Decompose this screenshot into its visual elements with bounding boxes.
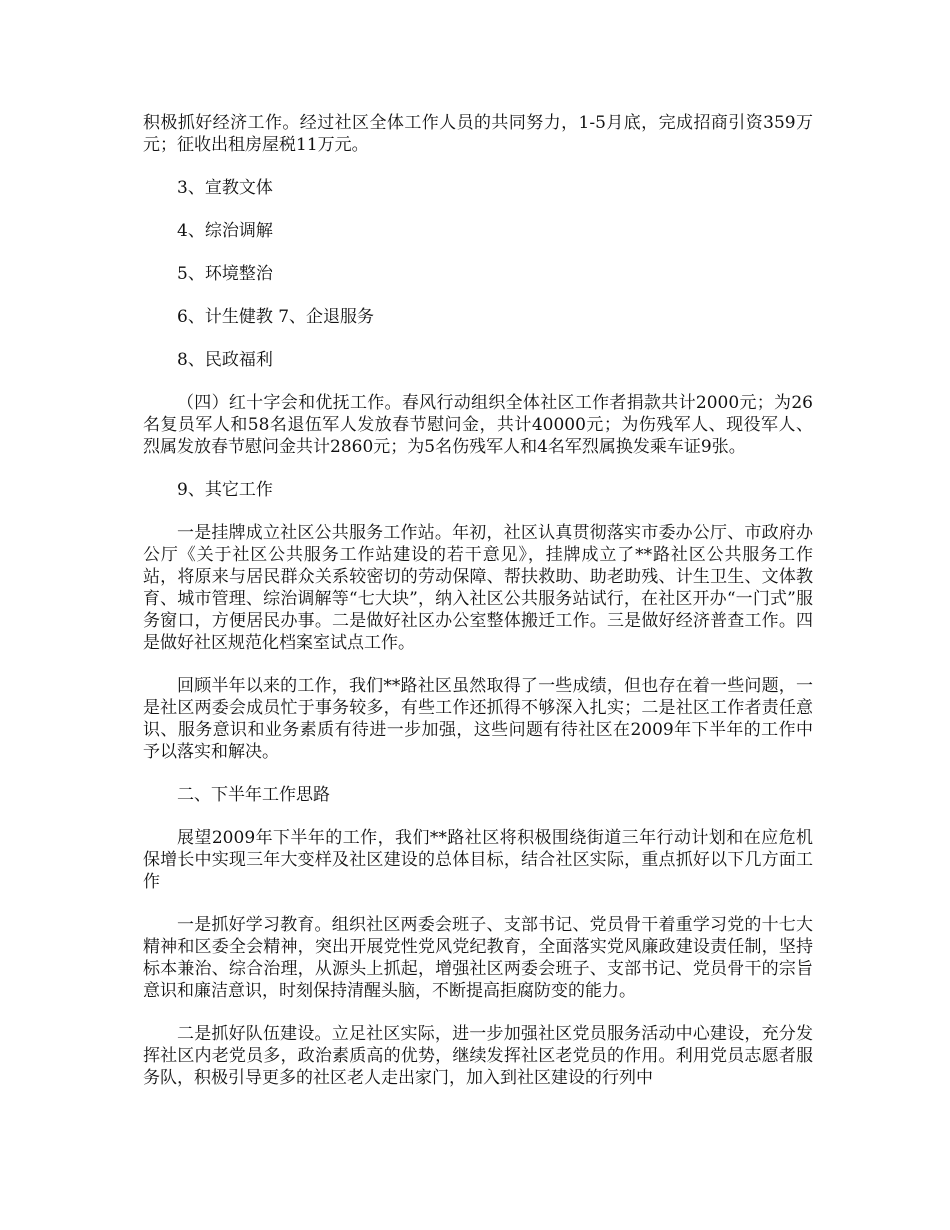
document-page [143,112,813,1110]
paragraph-economy: 积极抓好经济工作。经过社区全体工作人员的共同努力，1-5月底，完成招商引资359万元；征收出租房屋税11万元。 [143,113,813,155]
heading-mediation: 4、综治调解 [177,221,273,241]
paragraph-red-cross: （四）红十字会和优抚工作。春风行动组织全体社区工作者捐款共计2000元；为26名复员军人和58名退伍军人发放春节慰问金，共计40000元；为伤残军人、现役军人、烈属发放春节慰问金共计2860元；为5名伤残军人和4名军烈属换发乘车证9张。 [143,393,813,457]
heading-civil-welfare: 8、民政福利 [177,350,273,370]
paragraph-study-education: 一是抓好学习教育。组织社区两委会班子、支部书记、党员骨干着重学习党的十七大精神和区委全会精神，突出开展党性党风党纪教育，全面落实党风廉政建设责任制，坚持标本兼治、综合治理，从源头上抓起，增强社区两委会班子、支部书记、党员骨干的宗旨意识和廉洁意识，时刻保持清醒头脑，不断提高拒腐防变的能力。 [143,915,813,1001]
paragraph-other-work: 一是挂牌成立社区公共服务工作站。年初，社区认真贯彻落实市委办公厅、市政府办公厅《关于社区公共服务工作站建设的若干意见》，挂牌成立了**路社区公共服务工作站，将原来与居民群众关系较密切的劳动保障、帮扶救助、助老助残、计生卫生、文体教育、城市管理、综治调解等“七大块”，纳入社区公共服务站试行，在社区开办“一门式”服务窗口，方便居民办事。二是做好社区办公室整体搬迁工作。三是做好经济普查工作。四是做好社区规范化档案室试点工作。 [143,523,813,653]
paragraph-team-building: 二是抓好队伍建设。立足社区实际，进一步加强社区党员服务活动中心建设，充分发挥社区内老党员多，政治素质高的优势，继续发挥社区老党员的作用。利用党员志愿者服务队，积极引导更多的社区老人走出家门，加入到社区建设的行列中 [143,1024,813,1088]
heading-family-planning: 6、计生健教 7、企退服务 [177,307,375,327]
heading-environment: 5、环境整治 [177,264,273,284]
heading-second-half-plan: 二、下半年工作思路 [177,785,330,805]
heading-other-work: 9、其它工作 [177,480,273,500]
paragraph-review: 回顾半年以来的工作，我们**路社区虽然取得了一些成绩，但也存在着一些问题，一是社区两委会成员忙于事务较多，有些工作还抓得不够深入扎实；二是社区工作者责任意识、服务意识和业务素质有待进一步加强，这些问题有待社区在2009年下半年的工作中予以落实和解决。 [143,676,813,762]
heading-propaganda-culture: 3、宣教文体 [177,178,273,198]
paragraph-outlook: 展望2009年下半年的工作，我们**路社区将积极围绕街道三年行动计划和在应危机保增长中实现三年大变样及社区建设的总体目标，结合社区实际，重点抓好以下几方面工作 [143,828,813,892]
